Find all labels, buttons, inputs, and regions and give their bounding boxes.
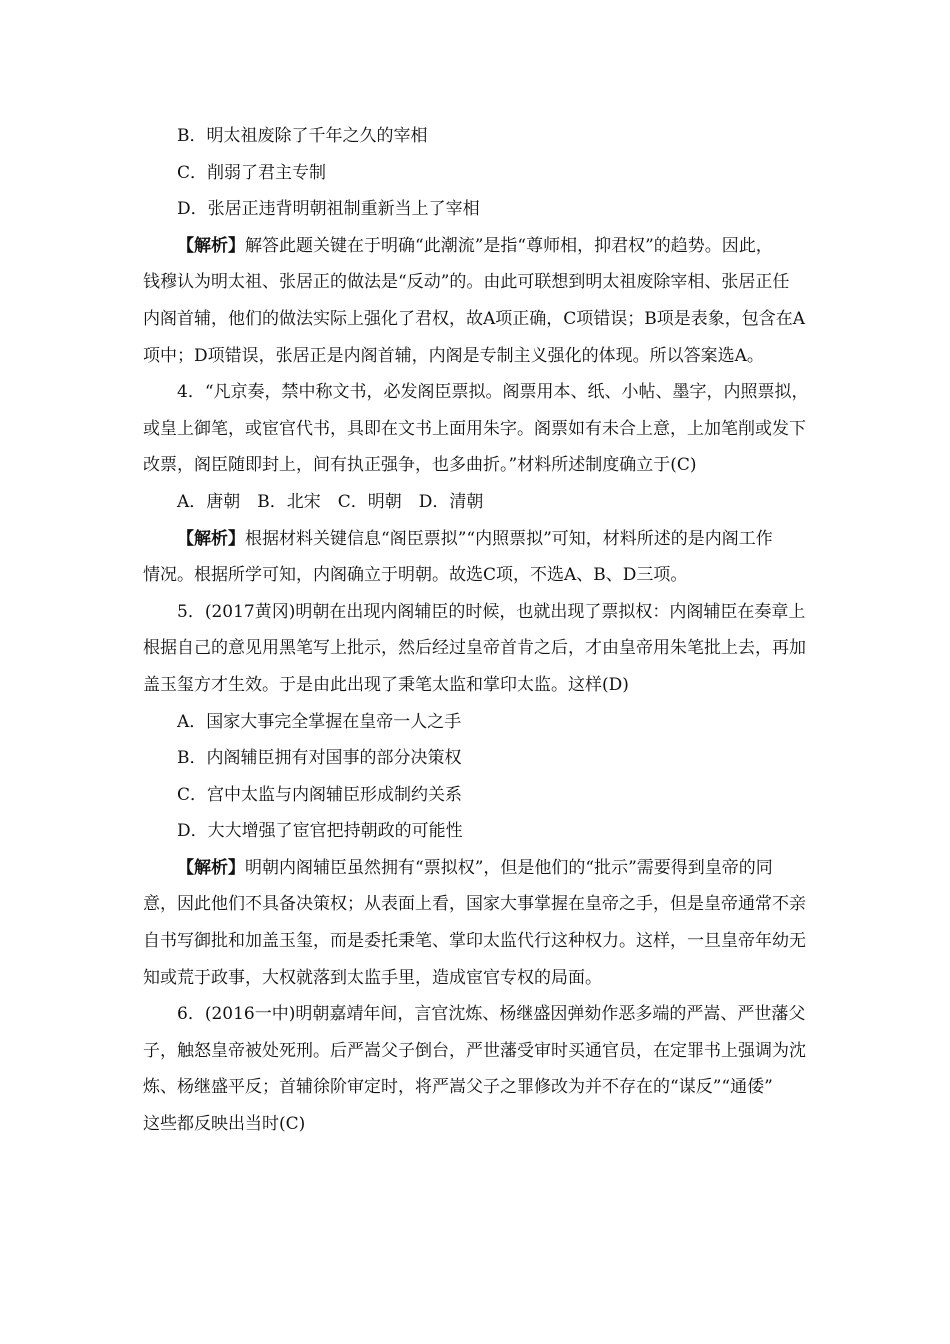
q5-analysis-line-4: 知或荒于政事，大权就落到太监手里，造成宦官专权的局面。 (143, 967, 602, 988)
q3-analysis-line-3: 内阁首辅，他们的做法实际上强化了君权，故A项正确，C项错误；B项是表象，包含在A (143, 308, 806, 329)
q5-stem-line-1: 5．(2017黄冈)明朝在出现内阁辅臣的时候，也就出现了票拟权：内阁辅臣在奏章上 (177, 601, 806, 622)
q6-stem-line-3: 炼、杨继盛平反；首辅徐阶审定时，将严嵩父子之罪修改为并不存在的“谋反”“通倭” (143, 1077, 773, 1098)
q3-option-d: D．张居正违背明朝祖制重新当上了宰相 (177, 199, 480, 220)
q5-option-b: B．内阁辅臣拥有对国事的部分决策权 (177, 748, 462, 769)
q3-option-c: C．削弱了君主专制 (177, 162, 327, 183)
q4-analysis-line-2: 情况。根据所学可知，内阁确立于明朝。故选C项，不选A、B、D三项。 (143, 565, 688, 586)
q6-stem-line-4: 这些都反映出当时(C) (143, 1114, 306, 1135)
q4-options: A．唐朝 B．北宋 C．明朝 D．清朝 (177, 491, 484, 512)
q5-option-c: C．宫中太监与内阁辅臣形成制约关系 (177, 784, 463, 805)
q5-option-d: D．大大增强了宦官把持朝政的可能性 (177, 821, 463, 842)
q5-option-a: A．国家大事完全掌握在皇帝一人之手 (177, 711, 462, 732)
q5-stem-line-3: 盖玉玺方才生效。于是由此出现了秉笔太监和掌印太监。这样(D) (143, 674, 629, 695)
q4-stem-line-2: 或皇上御笔，或宦官代书，具即在文书上面用朱字。阁票如有未合上意，上加笔削或发下 (143, 418, 806, 439)
q5-stem-line-2: 根据自己的意见用黑笔写上批示，然后经过皇帝首肯之后，才由皇帝用朱笔批上去，再加 (143, 638, 806, 659)
q6-stem-line-1: 6．(2016一中)明朝嘉靖年间，言官沈炼、杨继盛因弹劾作恶多端的严嵩、严世藩父 (177, 1004, 806, 1025)
analysis-label: 【解析】 (177, 235, 245, 256)
q5-analysis-line-1: 【解析】明朝内阁辅臣虽然拥有“票拟权”，但是他们的“批示”需要得到皇帝的同 (177, 857, 773, 878)
q3-analysis-line-1: 【解析】解答此题关键在于明确“此潮流”是指“尊师相，抑君权”的趋势。因此， (177, 235, 773, 256)
analysis-label: 【解析】 (177, 857, 245, 878)
q4-stem-line-3: 改票，阁臣随即封上，间有执正强争，也多曲折。”材料所述制度确立于(C) (143, 455, 697, 476)
q4-stem-line-1: 4．“凡京奏，禁中称文书，必发阁臣票拟。阁票用本、纸、小帖、墨字，内照票拟， (177, 382, 809, 403)
q4-analysis-line-1: 【解析】根据材料关键信息“阁臣票拟”“内照票拟”可知，材料所述的是内阁工作 (177, 528, 773, 549)
q3-analysis-line-2: 钱穆认为明太祖、张居正的做法是“反动”的。由此可联想到明太祖废除宰相、张居正任 (143, 272, 790, 293)
analysis-label: 【解析】 (177, 528, 245, 549)
q3-option-b: B．明太祖废除了千年之久的宰相 (177, 126, 428, 146)
q5-analysis-line-3: 自书写御批和加盖玉玺，而是委托秉笔、掌印太监代行这种权力。这样，一旦皇帝年幼无 (143, 931, 806, 952)
q5-analysis-line-2: 意，因此他们不具备决策权；从表面上看，国家大事掌握在皇帝之手，但是皇帝通常不亲 (143, 894, 806, 915)
q6-stem-line-2: 子，触怒皇帝被处死刑。后严嵩父子倒台，严世藩受审时买通官员，在定罪书上强调为沈 (143, 1040, 806, 1061)
q3-analysis-line-4: 项中；D项错误，张居正是内阁首辅，内阁是专制主义强化的体现。所以答案选A。 (143, 345, 764, 366)
document-page (143, 118, 808, 1143)
